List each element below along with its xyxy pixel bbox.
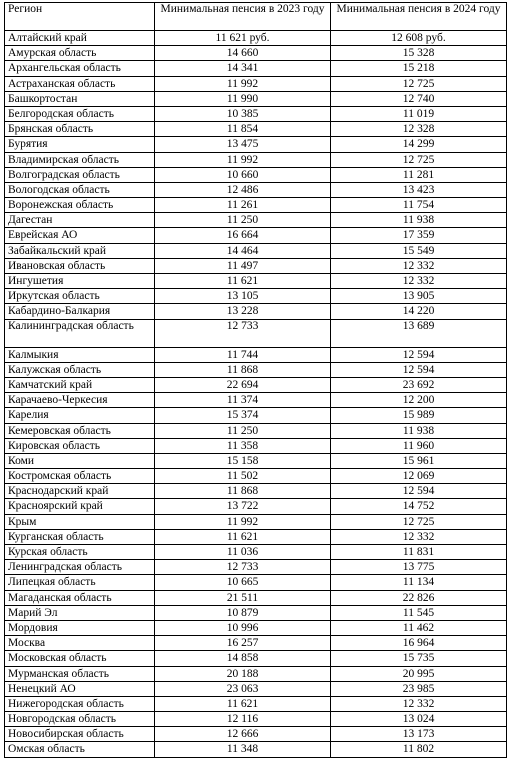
- cell-pension-2023: 12 116: [155, 712, 331, 727]
- cell-pension-2023: 13 722: [155, 499, 331, 514]
- cell-region: Омская область: [5, 742, 155, 757]
- cell-pension-2024: 13 024: [331, 712, 507, 727]
- cell-region: Камчатский край: [5, 377, 155, 392]
- cell-pension-2024: 15 328: [331, 46, 507, 61]
- cell-region: Владимирская область: [5, 152, 155, 167]
- cell-region: Курганская область: [5, 529, 155, 544]
- cell-pension-2023: 11 621 руб.: [155, 31, 331, 46]
- header-region: Регион: [5, 3, 155, 31]
- table-row: [5, 274, 507, 289]
- cell-region: Башкортостан: [5, 91, 155, 106]
- cell-pension-2023: 11 992: [155, 76, 331, 91]
- table-row: [5, 727, 507, 742]
- table-row: [5, 514, 507, 529]
- cell-pension-2023: 13 228: [155, 304, 331, 319]
- table-row: [5, 712, 507, 727]
- cell-region: Крым: [5, 514, 155, 529]
- cell-pension-2023: 11 868: [155, 484, 331, 499]
- table-row: [5, 681, 507, 696]
- table-row: [5, 304, 507, 319]
- table-row: [5, 575, 507, 590]
- table-row: [5, 377, 507, 392]
- cell-region: Иркутская область: [5, 289, 155, 304]
- cell-pension-2023: 11 250: [155, 423, 331, 438]
- cell-pension-2024: 11 938: [331, 423, 507, 438]
- cell-pension-2024: 11 754: [331, 198, 507, 213]
- table-row: [5, 696, 507, 711]
- cell-region: Еврейская АО: [5, 228, 155, 243]
- cell-pension-2024: 13 905: [331, 289, 507, 304]
- cell-pension-2024: 15 989: [331, 408, 507, 423]
- table-row: [5, 362, 507, 377]
- cell-region: Кемеровская область: [5, 423, 155, 438]
- cell-region: Калужская область: [5, 362, 155, 377]
- cell-pension-2024: 12 725: [331, 76, 507, 91]
- cell-region: Новосибирская область: [5, 727, 155, 742]
- cell-pension-2024: 23 692: [331, 377, 507, 392]
- cell-pension-2024: 15 735: [331, 651, 507, 666]
- cell-pension-2024: 15 218: [331, 61, 507, 76]
- cell-region: Ивановская область: [5, 258, 155, 273]
- cell-region: Ненецкий АО: [5, 681, 155, 696]
- table-row: [5, 61, 507, 76]
- cell-pension-2023: 22 694: [155, 377, 331, 392]
- table-row: [5, 228, 507, 243]
- cell-region: Краснодарский край: [5, 484, 155, 499]
- cell-pension-2024: 12 200: [331, 393, 507, 408]
- cell-pension-2024: 14 220: [331, 304, 507, 319]
- cell-pension-2023: 11 621: [155, 696, 331, 711]
- table-row: [5, 182, 507, 197]
- cell-region: Бурятия: [5, 137, 155, 152]
- cell-pension-2024: 12 594: [331, 347, 507, 362]
- cell-pension-2023: 11 250: [155, 213, 331, 228]
- table-row: [5, 46, 507, 61]
- cell-pension-2023: 16 257: [155, 636, 331, 651]
- cell-pension-2024: 11 545: [331, 605, 507, 620]
- table-row: [5, 393, 507, 408]
- table-row: [5, 545, 507, 560]
- cell-pension-2023: 11 992: [155, 152, 331, 167]
- cell-pension-2023: 11 621: [155, 274, 331, 289]
- cell-region: Калмыкия: [5, 347, 155, 362]
- cell-region: Ленинградская область: [5, 560, 155, 575]
- cell-pension-2024: 12 608 руб.: [331, 31, 507, 46]
- table-row: [5, 651, 507, 666]
- cell-region: Ингушетия: [5, 274, 155, 289]
- cell-pension-2023: 14 464: [155, 243, 331, 258]
- cell-pension-2023: 11 868: [155, 362, 331, 377]
- cell-pension-2024: 13 775: [331, 560, 507, 575]
- table-row: [5, 106, 507, 121]
- table-row: [5, 152, 507, 167]
- cell-region: Нижегородская область: [5, 696, 155, 711]
- cell-pension-2023: 13 475: [155, 137, 331, 152]
- cell-pension-2024: 13 423: [331, 182, 507, 197]
- cell-pension-2023: 10 879: [155, 605, 331, 620]
- cell-region: Калининградская область: [5, 319, 155, 347]
- cell-pension-2023: 13 105: [155, 289, 331, 304]
- cell-pension-2024: 22 826: [331, 590, 507, 605]
- cell-region: Красноярский край: [5, 499, 155, 514]
- cell-pension-2024: 12 740: [331, 91, 507, 106]
- cell-pension-2024: 12 332: [331, 696, 507, 711]
- table-row: [5, 408, 507, 423]
- cell-pension-2023: 11 348: [155, 742, 331, 757]
- cell-pension-2024: 12 725: [331, 514, 507, 529]
- table-row: [5, 590, 507, 605]
- cell-region: Астраханская область: [5, 76, 155, 91]
- cell-pension-2024: 12 332: [331, 258, 507, 273]
- cell-pension-2024: 11 134: [331, 575, 507, 590]
- cell-pension-2023: 14 341: [155, 61, 331, 76]
- cell-region: Воронежская область: [5, 198, 155, 213]
- cell-region: Марий Эл: [5, 605, 155, 620]
- cell-pension-2023: 21 511: [155, 590, 331, 605]
- cell-pension-2024: 11 938: [331, 213, 507, 228]
- pension-table: [4, 2, 507, 758]
- cell-pension-2023: 11 854: [155, 122, 331, 137]
- cell-pension-2023: 12 486: [155, 182, 331, 197]
- table-row: [5, 137, 507, 152]
- table-row: [5, 91, 507, 106]
- table-row: [5, 198, 507, 213]
- cell-pension-2023: 12 733: [155, 319, 331, 347]
- table-row: [5, 742, 507, 757]
- cell-pension-2024: 12 594: [331, 484, 507, 499]
- table-row: [5, 258, 507, 273]
- cell-pension-2023: 11 992: [155, 514, 331, 529]
- cell-region: Вологодская область: [5, 182, 155, 197]
- cell-pension-2024: 11 802: [331, 742, 507, 757]
- cell-pension-2023: 12 733: [155, 560, 331, 575]
- table-row: [5, 636, 507, 651]
- cell-pension-2023: 10 665: [155, 575, 331, 590]
- cell-region: Амурская область: [5, 46, 155, 61]
- table-row: [5, 666, 507, 681]
- cell-region: Коми: [5, 453, 155, 468]
- cell-region: Карелия: [5, 408, 155, 423]
- cell-region: Архангельская область: [5, 61, 155, 76]
- cell-region: Москва: [5, 636, 155, 651]
- cell-pension-2024: 15 961: [331, 453, 507, 468]
- table-row: [5, 319, 507, 347]
- table-row: [5, 560, 507, 575]
- cell-pension-2024: 12 332: [331, 529, 507, 544]
- cell-region: Мордовия: [5, 620, 155, 635]
- cell-region: Мурманская область: [5, 666, 155, 681]
- cell-pension-2023: 11 036: [155, 545, 331, 560]
- table-row: [5, 499, 507, 514]
- table-header-row: [5, 3, 507, 31]
- table-row: [5, 605, 507, 620]
- table-body: [5, 31, 507, 758]
- cell-region: Карачаево-Черкесия: [5, 393, 155, 408]
- table-row: [5, 289, 507, 304]
- cell-pension-2023: 15 374: [155, 408, 331, 423]
- cell-pension-2023: 12 666: [155, 727, 331, 742]
- cell-pension-2024: 20 995: [331, 666, 507, 681]
- cell-region: Брянская область: [5, 122, 155, 137]
- cell-pension-2023: 11 261: [155, 198, 331, 213]
- cell-pension-2024: 11 281: [331, 167, 507, 182]
- cell-pension-2024: 14 299: [331, 137, 507, 152]
- table-row: [5, 347, 507, 362]
- table-row: [5, 423, 507, 438]
- cell-pension-2023: 11 358: [155, 438, 331, 453]
- cell-pension-2023: 11 497: [155, 258, 331, 273]
- table-row: [5, 167, 507, 182]
- cell-region: Забайкальский край: [5, 243, 155, 258]
- cell-region: Новгородская область: [5, 712, 155, 727]
- cell-pension-2023: 15 158: [155, 453, 331, 468]
- cell-region: Кировская область: [5, 438, 155, 453]
- cell-pension-2024: 13 173: [331, 727, 507, 742]
- cell-region: Алтайский край: [5, 31, 155, 46]
- cell-pension-2024: 17 359: [331, 228, 507, 243]
- cell-region: Кабардино-Балкария: [5, 304, 155, 319]
- cell-pension-2023: 16 664: [155, 228, 331, 243]
- table-row: [5, 529, 507, 544]
- cell-pension-2023: 11 744: [155, 347, 331, 362]
- header-pension-2023: Минимальная пенсия в 2023 году: [155, 3, 331, 31]
- cell-region: Липецкая область: [5, 575, 155, 590]
- cell-pension-2024: 11 960: [331, 438, 507, 453]
- table-row: [5, 484, 507, 499]
- table-row: [5, 213, 507, 228]
- cell-pension-2024: 12 594: [331, 362, 507, 377]
- cell-pension-2023: 14 858: [155, 651, 331, 666]
- cell-region: Курская область: [5, 545, 155, 560]
- table-row: [5, 453, 507, 468]
- cell-pension-2024: 12 328: [331, 122, 507, 137]
- cell-pension-2023: 11 990: [155, 91, 331, 106]
- table-row: [5, 243, 507, 258]
- cell-region: Магаданская область: [5, 590, 155, 605]
- cell-pension-2024: 13 689: [331, 319, 507, 347]
- cell-pension-2023: 23 063: [155, 681, 331, 696]
- table-row: [5, 76, 507, 91]
- cell-pension-2024: 12 332: [331, 274, 507, 289]
- cell-pension-2024: 12 069: [331, 469, 507, 484]
- cell-region: Волгоградская область: [5, 167, 155, 182]
- cell-pension-2023: 11 502: [155, 469, 331, 484]
- header-pension-2024: Минимальная пенсия в 2024 году: [331, 3, 507, 31]
- table-row: [5, 438, 507, 453]
- cell-region: Белгородская область: [5, 106, 155, 121]
- cell-pension-2024: 23 985: [331, 681, 507, 696]
- cell-region: Московская область: [5, 651, 155, 666]
- table-row: [5, 122, 507, 137]
- cell-pension-2023: 20 188: [155, 666, 331, 681]
- cell-pension-2023: 10 660: [155, 167, 331, 182]
- cell-pension-2023: 14 660: [155, 46, 331, 61]
- cell-pension-2023: 11 374: [155, 393, 331, 408]
- cell-pension-2024: 11 831: [331, 545, 507, 560]
- cell-pension-2024: 12 725: [331, 152, 507, 167]
- cell-pension-2023: 11 621: [155, 529, 331, 544]
- cell-region: Дагестан: [5, 213, 155, 228]
- cell-pension-2024: 11 019: [331, 106, 507, 121]
- cell-pension-2023: 10 996: [155, 620, 331, 635]
- table-row: [5, 620, 507, 635]
- cell-pension-2024: 15 549: [331, 243, 507, 258]
- cell-pension-2023: 10 385: [155, 106, 331, 121]
- cell-region: Костромская область: [5, 469, 155, 484]
- cell-pension-2024: 16 964: [331, 636, 507, 651]
- table-row: [5, 31, 507, 46]
- cell-pension-2024: 11 462: [331, 620, 507, 635]
- table-row: [5, 469, 507, 484]
- cell-pension-2024: 14 752: [331, 499, 507, 514]
